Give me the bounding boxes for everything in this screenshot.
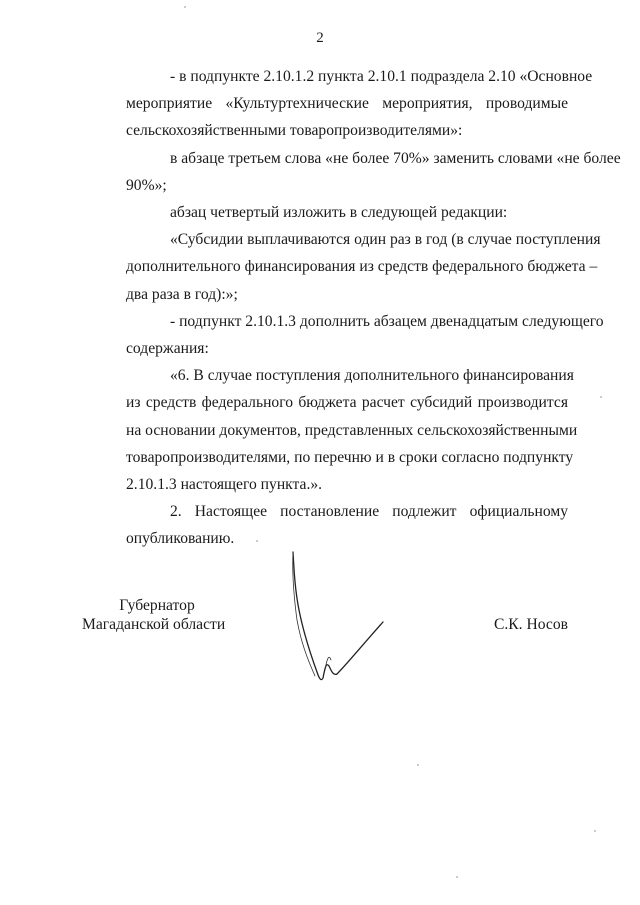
text-line: сельскохозяйственными товаропроизводителями»: bbox=[126, 122, 463, 140]
paragraph-subsidy-quote bbox=[82, 226, 601, 308]
signatory-title-line: Губернатор bbox=[119, 597, 195, 614]
paragraph-fourth-abzac bbox=[82, 199, 568, 226]
text-line: из средств федерального бюджета расчет субсидий производится bbox=[126, 394, 568, 412]
signatory-title-line: Магаданской области bbox=[82, 616, 226, 633]
scan-speck bbox=[184, 6, 186, 8]
text-line: - подпункт 2.10.1.3 дополнить абзацем двенадцатым следующего bbox=[170, 312, 604, 330]
text-line: товаропроизводителями, по перечню и в сроки согласно подпункту bbox=[126, 448, 574, 466]
text-line: 2.10.1.3 настоящего пункта.». bbox=[126, 476, 323, 494]
scan-speck bbox=[600, 396, 602, 398]
text-line: в абзаце третьем слова «не более 70%» заменить словами «не более bbox=[170, 149, 621, 167]
scan-speck bbox=[256, 540, 258, 542]
scan-speck bbox=[417, 764, 419, 766]
text-line: дополнительного финансирования из средств федерального бюджета – bbox=[126, 258, 598, 276]
document-body bbox=[82, 63, 621, 553]
text-line: на основании документов, представленных сельскохозяйственными bbox=[126, 421, 578, 439]
signatory-name: С.К. Носов bbox=[493, 616, 568, 633]
page-number: 2 bbox=[316, 30, 324, 46]
scan-speck bbox=[456, 876, 458, 878]
paragraph-third-abzac bbox=[82, 145, 621, 199]
text-line: «6. В случае поступления дополнительного финансирования bbox=[170, 367, 574, 385]
scan-speck bbox=[594, 830, 596, 832]
text-line: опубликованию. bbox=[126, 530, 235, 548]
text-line: 90%»; bbox=[126, 176, 167, 194]
handwritten-signature-icon bbox=[285, 550, 395, 695]
text-line: содержания: bbox=[126, 340, 209, 358]
text-line: абзац четвертый изложить в следующей редакции: bbox=[170, 204, 508, 222]
text-line: - в подпункте 2.10.1.2 пункта 2.10.1 подраздела 2.10 «Основное bbox=[170, 68, 593, 85]
paragraph-item-6-quote bbox=[82, 362, 578, 498]
text-line: 2. Настоящее постановление подлежит официальному bbox=[170, 503, 568, 521]
paragraph-publication bbox=[82, 498, 568, 552]
paragraph-amendment-intro bbox=[82, 63, 593, 145]
paragraph-subpoint-addition bbox=[82, 308, 604, 362]
text-line: мероприятие «Культуртехнические мероприятия, проводимые bbox=[126, 95, 568, 113]
text-line: два раза в год):»; bbox=[126, 285, 238, 303]
text-line: «Субсидии выплачиваются один раз в год (в случае поступления bbox=[170, 231, 601, 249]
signatory-title bbox=[82, 596, 232, 634]
